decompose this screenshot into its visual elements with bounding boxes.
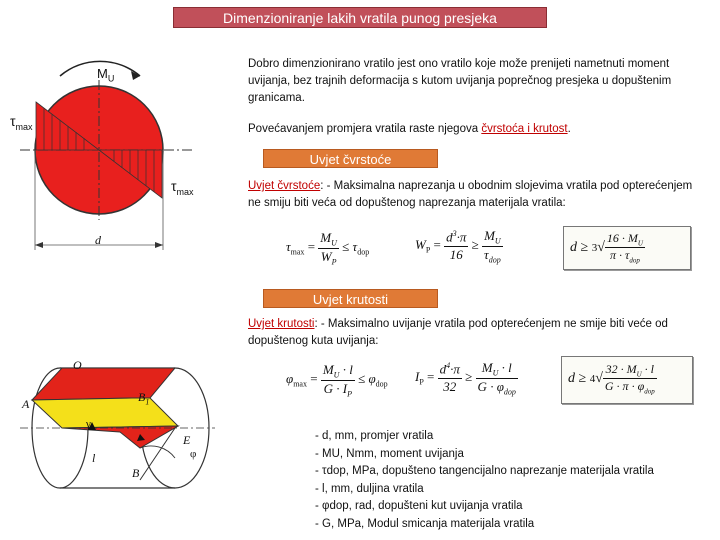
cylinder-label-l: l [92, 451, 96, 465]
moment-symbol: M [97, 66, 108, 81]
legend-item: - φdop, rad, dopušteni kut uvijanja vratila [315, 500, 523, 513]
stiffness-formula-phi: $\varphi_{max}$ = $\frac{M_U \cdot l}{G \cdot I_P}$ ≤ $\varphi_{dop}$ [286, 362, 388, 399]
page-title: Dimenzioniranje lakih vratila punog presjeka [173, 7, 547, 28]
cylinder-label-b1 [138, 390, 149, 406]
tau-max-label-bottom [171, 178, 194, 197]
stiffness-badge: Uvjet krutosti [263, 289, 438, 308]
increase-suffix: . [567, 123, 571, 135]
variable-legend [315, 428, 654, 534]
cylinder-label-a: A [22, 397, 30, 411]
stiffness-term: Uvjet krutosti [248, 318, 315, 330]
b1-subscript: 1 [145, 397, 150, 407]
strength-formula-wp: $W_P$ = $\frac{d^3\cdot\pi}{16}$ ≥ $\frac{M_U}{\tau_{dop}}$ [415, 228, 501, 265]
tau-top-subscript: max [15, 121, 33, 132]
legend-item: - τdop, MPa, dopušteno tangencijalno naprezanje materijala vratila [315, 465, 654, 478]
stiffness-formula-d: d ≥ 4√ $\frac{32 \cdot M_U \cdot l}{G \cdot \pi \cdot \varphi_{dop}}$ [561, 356, 693, 404]
cross-section-diagram [0, 55, 230, 260]
increase-prefix: Povećavanjem promjera vratila raste njegova [248, 123, 482, 135]
strength-term: Uvjet čvrstoće [248, 180, 321, 192]
legend-item: - MU, Nmm, moment uvijanja [315, 447, 464, 460]
strength-formula-tau: $\tau_{max}$ = $\frac{M_U}{W_P}$ ≤ $\tau_{dop}$ [286, 230, 370, 267]
definition-sentence: Dobro dimenzionirano vratilo jest ono vratilo koje može prenijeti nametnuti moment uvijanja, bez trajnih deformacija s kutom uvijanja poprečnog presjeka u dopuštenim granicama. [248, 58, 672, 104]
diameter-label: d [95, 233, 101, 247]
strength-text [248, 178, 708, 212]
stiffness-text [248, 316, 708, 350]
dimension-arrow-right [155, 242, 163, 248]
definition-text [248, 56, 710, 107]
stiffness-description: : - Maksimalno uvijanje vratila pod opterećenjem ne smije biti veće od dopuštenog kuta uvijanja: [248, 318, 668, 347]
b1-letter: B [138, 390, 146, 404]
stiffness-formula-ip: $I_P$ = $\frac{d^4\cdot\pi}{32}$ ≥ $\frac{M_U \cdot l}{G \cdot \varphi_{dop}}$ [415, 360, 516, 397]
tau-top-symbol: τ [10, 113, 16, 129]
cylinder-label-gamma: γ [86, 418, 91, 430]
legend-item: - G, MPa, Modul smicanja materijala vratila [315, 517, 535, 530]
cylinder-label-b: B [132, 466, 140, 480]
tau-bottom-subscript: max [176, 186, 194, 197]
increase-highlight: čvrstoća i krutost [481, 123, 568, 135]
strength-badge: Uvjet čvrstoće [263, 149, 438, 168]
strength-formula-d: d ≥ 3√ $\frac{16 \cdot M_U}{\pi \cdot \tau_{dop}}$ [563, 226, 691, 270]
cylinder-label-e: E [183, 433, 191, 447]
tau-max-label-top [10, 113, 33, 132]
cylinder-label-phi: φ [190, 448, 197, 460]
cylinder-diagram [0, 330, 260, 540]
moment-label [97, 66, 114, 84]
increase-text [248, 121, 710, 138]
legend-item: - l, mm, duljina vratila [315, 482, 424, 495]
legend-item: - d, mm, promjer vratila [315, 430, 434, 442]
moment-subscript: U [107, 73, 115, 84]
tau-bottom-symbol: τ [171, 178, 177, 194]
strength-description: : - Maksimalna naprezanja u obodnim slojevima vratila pod opterećenjem ne smiju biti veća od dopuštenog naprezanja materijala vratila: [248, 180, 693, 209]
dimension-arrow-left [35, 242, 43, 248]
cylinder-label-o: O [73, 358, 82, 372]
